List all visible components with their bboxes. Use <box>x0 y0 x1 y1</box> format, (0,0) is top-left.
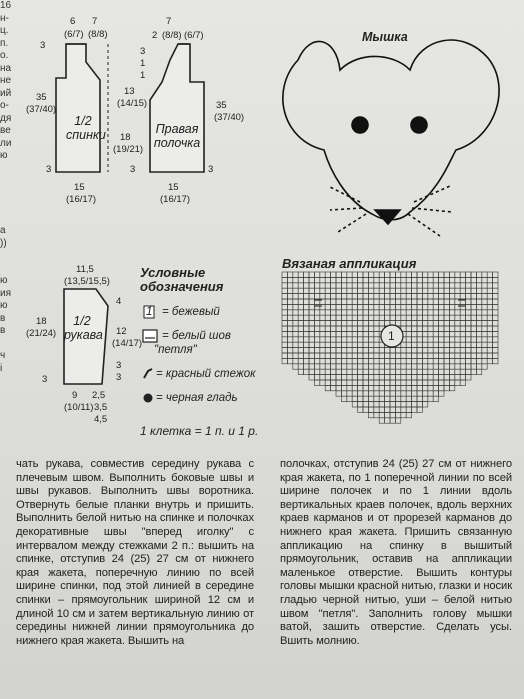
front-bottom-sub: (16/17) <box>160 194 191 205</box>
legend-title-2: обозначения <box>140 279 224 294</box>
edge-fragment: ц. <box>0 25 9 36</box>
front-h1: 3 <box>140 46 146 57</box>
back-top-sub-a: (6/7) <box>64 29 84 40</box>
legend-white-loop: = белый шов <box>162 330 231 342</box>
applique-title: Вязаная аппликация <box>282 256 417 271</box>
front-h2: 1 <box>140 58 146 69</box>
front-top-height-sub: (14/15) <box>117 98 148 109</box>
sleeve-name: 1/2 рукава <box>64 314 103 342</box>
back-top-sub-b: (8/8) <box>88 29 108 40</box>
legend-beige: = бежевый <box>162 306 220 318</box>
edge-fragment: i <box>0 362 3 374</box>
back-bottom: 15 <box>74 182 85 193</box>
back-top-label-b: 7 <box>92 16 98 27</box>
text-column-left <box>16 458 254 648</box>
front-edge-bottom-right: 3 <box>208 164 214 175</box>
cell-note: 1 клетка = 1 п. и 1 р. <box>140 424 259 438</box>
legend-num: 1 <box>146 306 153 318</box>
edge-fragment: ю <box>0 150 8 161</box>
sleeve-bottom-e: 4,5 <box>94 414 108 425</box>
legend-white-loop-2: "петля" <box>154 344 197 356</box>
edge-fragment: )) <box>0 237 7 249</box>
back-name: 1/2 спинки <box>66 114 106 142</box>
back-edge-top: 3 <box>40 40 46 51</box>
back-edge-bottom: 3 <box>46 164 52 175</box>
sleeve-left-sub: (21/24) <box>26 328 57 339</box>
edge-fragment: на <box>0 62 12 74</box>
mouse-head-drawing <box>283 40 499 236</box>
front-top-b: 2 <box>152 30 158 41</box>
edge-fragment: п. <box>0 37 9 49</box>
back-arm-height: 18 <box>120 132 131 143</box>
back-height: 35 <box>36 92 47 103</box>
front-height-sub: (37/40) <box>214 112 245 123</box>
sleeve-top: 11,5 <box>76 264 94 275</box>
back-pattern <box>56 44 108 172</box>
edge-fragment: ве <box>0 125 11 136</box>
col-left-text: чать рукава, совместив середину рукава с плечевым швом. Выполнить боковые швы и швы рукавов. Выполнить швы воротника. Отвернуть белые планки внутрь и пришить. Выполнить белой нитью на спинке и полочках декоративные швы "вперед иголку" с интервалом между стежками 2 п.: вышить на спинке, отступив 24 (25) 27 см от нижнего края жакета, поперечную линию по всей ширине спинки, под этой линией в середине спинки – прямоугольник шириной 12 см и длиной 10 см и затем вертикальную линию от середины нижней линии прямоугольника до нижнего края жакета. Вышить на <box>16 458 254 647</box>
edge-fragment: дя <box>0 112 12 124</box>
legend-black-satin-icon <box>144 394 153 403</box>
mouse-left-eye-icon <box>352 117 368 133</box>
front-pattern <box>150 44 204 172</box>
sleeve-bottom-c: 2,5 <box>92 390 106 401</box>
legend-black-satin: = черная гладь <box>156 392 238 404</box>
applique-grid <box>282 272 498 423</box>
front-h3: 1 <box>140 70 146 81</box>
edge-fragment: н- <box>0 12 9 24</box>
edge-fragment: о- <box>0 100 9 111</box>
back-bottom-sub: (16/17) <box>66 194 97 205</box>
edge-fragment: не <box>0 75 12 86</box>
front-top-c: (8/8) <box>162 30 182 41</box>
front-top-d: (6/7) <box>184 30 204 41</box>
front-height: 35 <box>216 100 227 111</box>
grid-marker-label: 1 <box>388 329 395 343</box>
front-top-a: 7 <box>166 16 172 27</box>
edge-fragment: ю <box>0 275 8 286</box>
sleeve-right-b-sub: (14/17) <box>112 338 143 349</box>
edge-fragment: ю <box>0 300 8 311</box>
col-right-text: полочках, отступив 24 (25) 27 см от нижнего края жакета, по 1 поперечной линии по всей ширине полочек и по 1 линии вдоль вертикальных краев полочек, вдоль верхних краев карманов и от прорезей карманов до нижнего края жакета. Пришить связанную аппликацию на спинку в вышитый прямоугольник, оставив на аппликации маленькое отверстие. Вышить контуры головы мышки красной нитью, глазки и носик гладью черной нитью, уши – белой нитью швом "петля". Заполнить голову мышки ватой, зашить отверстие. Сделать усы. Вшить молнию. <box>280 458 512 647</box>
edge-fragment: ий <box>0 87 12 99</box>
front-top-height: 13 <box>124 86 135 97</box>
legend-red-stitch-icon <box>144 369 152 378</box>
edge-fragment: ч <box>0 350 6 361</box>
mouse-title: Мышка <box>362 30 408 44</box>
edge-fragment: в <box>0 312 6 324</box>
front-name: Правая полочка <box>153 122 201 150</box>
front-edge-bottom: 3 <box>130 164 136 175</box>
edge-fragment: ли <box>0 137 12 149</box>
sleeve-left: 18 <box>36 316 47 327</box>
front-bottom: 15 <box>168 182 179 193</box>
edge-fragment: о. <box>0 50 9 61</box>
back-arm-height-sub: (19/21) <box>113 144 144 155</box>
sleeve-bottom-sub: (10/11) <box>64 402 94 413</box>
sleeve-bottom: 9 <box>72 390 78 401</box>
sleeve-right-a: 4 <box>116 296 122 307</box>
mouse-right-eye-icon <box>411 117 427 133</box>
edge-fragment: 16 <box>0 0 12 11</box>
sleeve-right-b: 12 <box>116 326 127 337</box>
sleeve-bottom-d: 3,5 <box>94 402 108 413</box>
sleeve-edge: 3 <box>42 374 48 385</box>
legend-title-1: Условные <box>140 265 206 280</box>
legend <box>140 265 256 404</box>
sleeve-right-c: 3 <box>116 360 122 371</box>
legend-red-stitch: = красный стежок <box>156 368 256 380</box>
edge-fragment: в <box>0 325 6 336</box>
edge-fragment: ия <box>0 287 12 299</box>
edge-fragment: а <box>0 225 6 236</box>
text-column-right <box>280 458 512 648</box>
back-top-label-a: 6 <box>70 16 76 27</box>
sleeve-right-d: 3 <box>116 372 122 383</box>
sleeve-top-sub: (13,5/15,5) <box>64 276 110 287</box>
back-height-sub: (37/40) <box>26 104 57 115</box>
